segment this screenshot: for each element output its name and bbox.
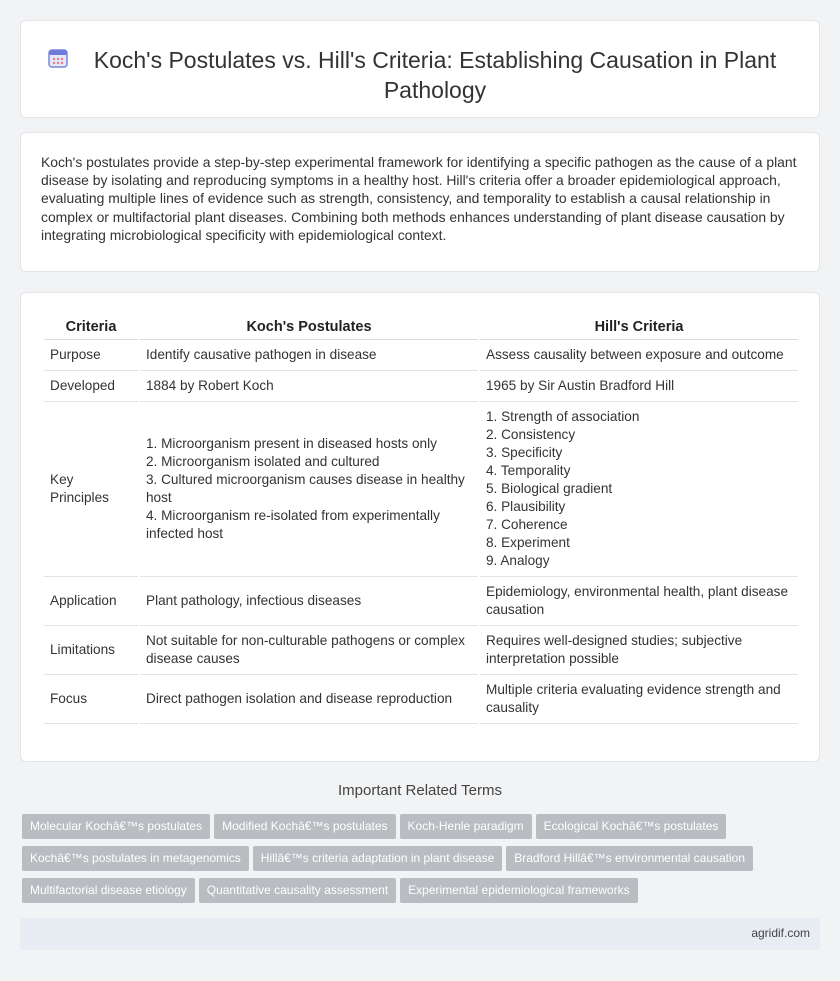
row-koch [140,402,478,577]
comparison-table [42,315,800,724]
table-row [44,402,798,577]
hill-line: 4. Temporality [486,463,571,478]
row-criteria: Application [44,577,138,626]
hill-line: Epidemiology, environmental health, plant disease causation [486,584,789,617]
koch-line: 3. Cultured microorganism causes disease in healthy host [146,472,465,505]
hill-line: Multiple criteria evaluating evidence strength and causality [486,682,781,715]
row-koch [140,675,478,724]
related-terms-row [22,846,822,878]
hill-line: 5. Biological gradient [486,481,613,496]
related-term-tag[interactable]: Experimental epidemiological frameworks [400,878,637,903]
hill-line: 6. Plausibility [486,499,566,514]
row-hill [480,340,798,371]
related-term-tag[interactable]: Bradford Hillâ€™s environmental causation [506,846,753,871]
hill-line: 2. Consistency [486,427,576,442]
row-koch [140,371,478,402]
hill-line: 1965 by Sir Austin Bradford Hill [486,378,675,393]
related-term-tag[interactable]: Hillâ€™s criteria adaptation in plant disease [253,846,502,871]
hill-line: 9. Analogy [486,553,550,568]
hill-line: 1. Strength of association [486,409,640,424]
related-term-tag[interactable]: Modified Kochâ€™s postulates [214,814,395,839]
related-terms-title: Important Related Terms [338,782,502,799]
header-criteria: Criteria [44,315,138,340]
hill-line: Requires well-designed studies; subjective interpretation possible [486,633,743,666]
table-card [20,292,820,762]
row-koch [140,340,478,371]
row-koch [140,577,478,626]
koch-line: 1. Microorganism present in diseased hosts only [146,436,437,451]
header-hill: Hill's Criteria [480,315,798,340]
row-criteria: Purpose [44,340,138,371]
table-body [44,340,798,724]
koch-line: 1884 by Robert Koch [146,378,274,393]
koch-line: Identify causative pathogen in disease [146,347,377,362]
row-koch [140,626,478,675]
footer-site: agridif.com [751,926,810,940]
intro-paragraph: Koch's postulates provide a step-by-step experimental framework for identifying a specific pathogen as the cause of a plant disease by isolating and reproducing symptoms in a healthy host. Hill's criteria offer a broader epidemiological approach, evaluating multiple lines of evidence such as strength, consistency, and temporality to establish a causal relationship in complex or multifactorial plant diseases. Combining both methods enhances understanding of plant disease causation by integrating microbiological specificity with epidemiological context. [41,154,797,243]
row-hill [480,626,798,675]
koch-line: Plant pathology, infectious diseases [146,593,362,608]
table-row [44,577,798,626]
table-row [44,371,798,402]
row-criteria: Focus [44,675,138,724]
table-row [44,626,798,675]
calendar-icon [47,47,69,69]
row-hill [480,577,798,626]
row-criteria: Developed [44,371,138,402]
related-term-tag[interactable]: Molecular Kochâ€™s postulates [22,814,210,839]
koch-line: Direct pathogen isolation and disease reproduction [146,691,453,706]
table-header-row [44,315,798,340]
table-row [44,675,798,724]
header-card [20,20,820,118]
koch-line: Not suitable for non-culturable pathogens or complex disease causes [146,633,465,666]
row-hill [480,371,798,402]
related-term-tag[interactable]: Quantitative causality assessment [199,878,396,903]
related-term-tag[interactable]: Kochâ€™s postulates in metagenomics [22,846,249,871]
intro-card [20,132,820,272]
table-row [44,340,798,371]
row-hill [480,402,798,577]
related-term-tag[interactable]: Ecological Kochâ€™s postulates [536,814,727,839]
footer [20,918,820,950]
hill-line: 8. Experiment [486,535,570,550]
related-term-tag[interactable]: Koch-Henle paradigm [400,814,532,839]
header-koch: Koch's Postulates [140,315,478,340]
row-criteria: Key Principles [44,402,138,577]
related-terms-list [22,814,822,910]
koch-line: 2. Microorganism isolated and cultured [146,454,380,469]
row-criteria: Limitations [44,626,138,675]
hill-line: 7. Coherence [486,517,568,532]
related-terms-row [22,814,822,846]
koch-line: 4. Microorganism re-isolated from experimentally infected host [146,508,440,541]
related-term-tag[interactable]: Multifactorial disease etiology [22,878,195,903]
title-wrap [21,45,819,105]
row-hill [480,675,798,724]
hill-line: 3. Specificity [486,445,563,460]
hill-line: Assess causality between exposure and outcome [486,347,784,362]
page-title: Koch's Postulates vs. Hill's Criteria: Establishing Causation in Plant Pathology [93,47,777,103]
related-terms-row [22,878,822,910]
